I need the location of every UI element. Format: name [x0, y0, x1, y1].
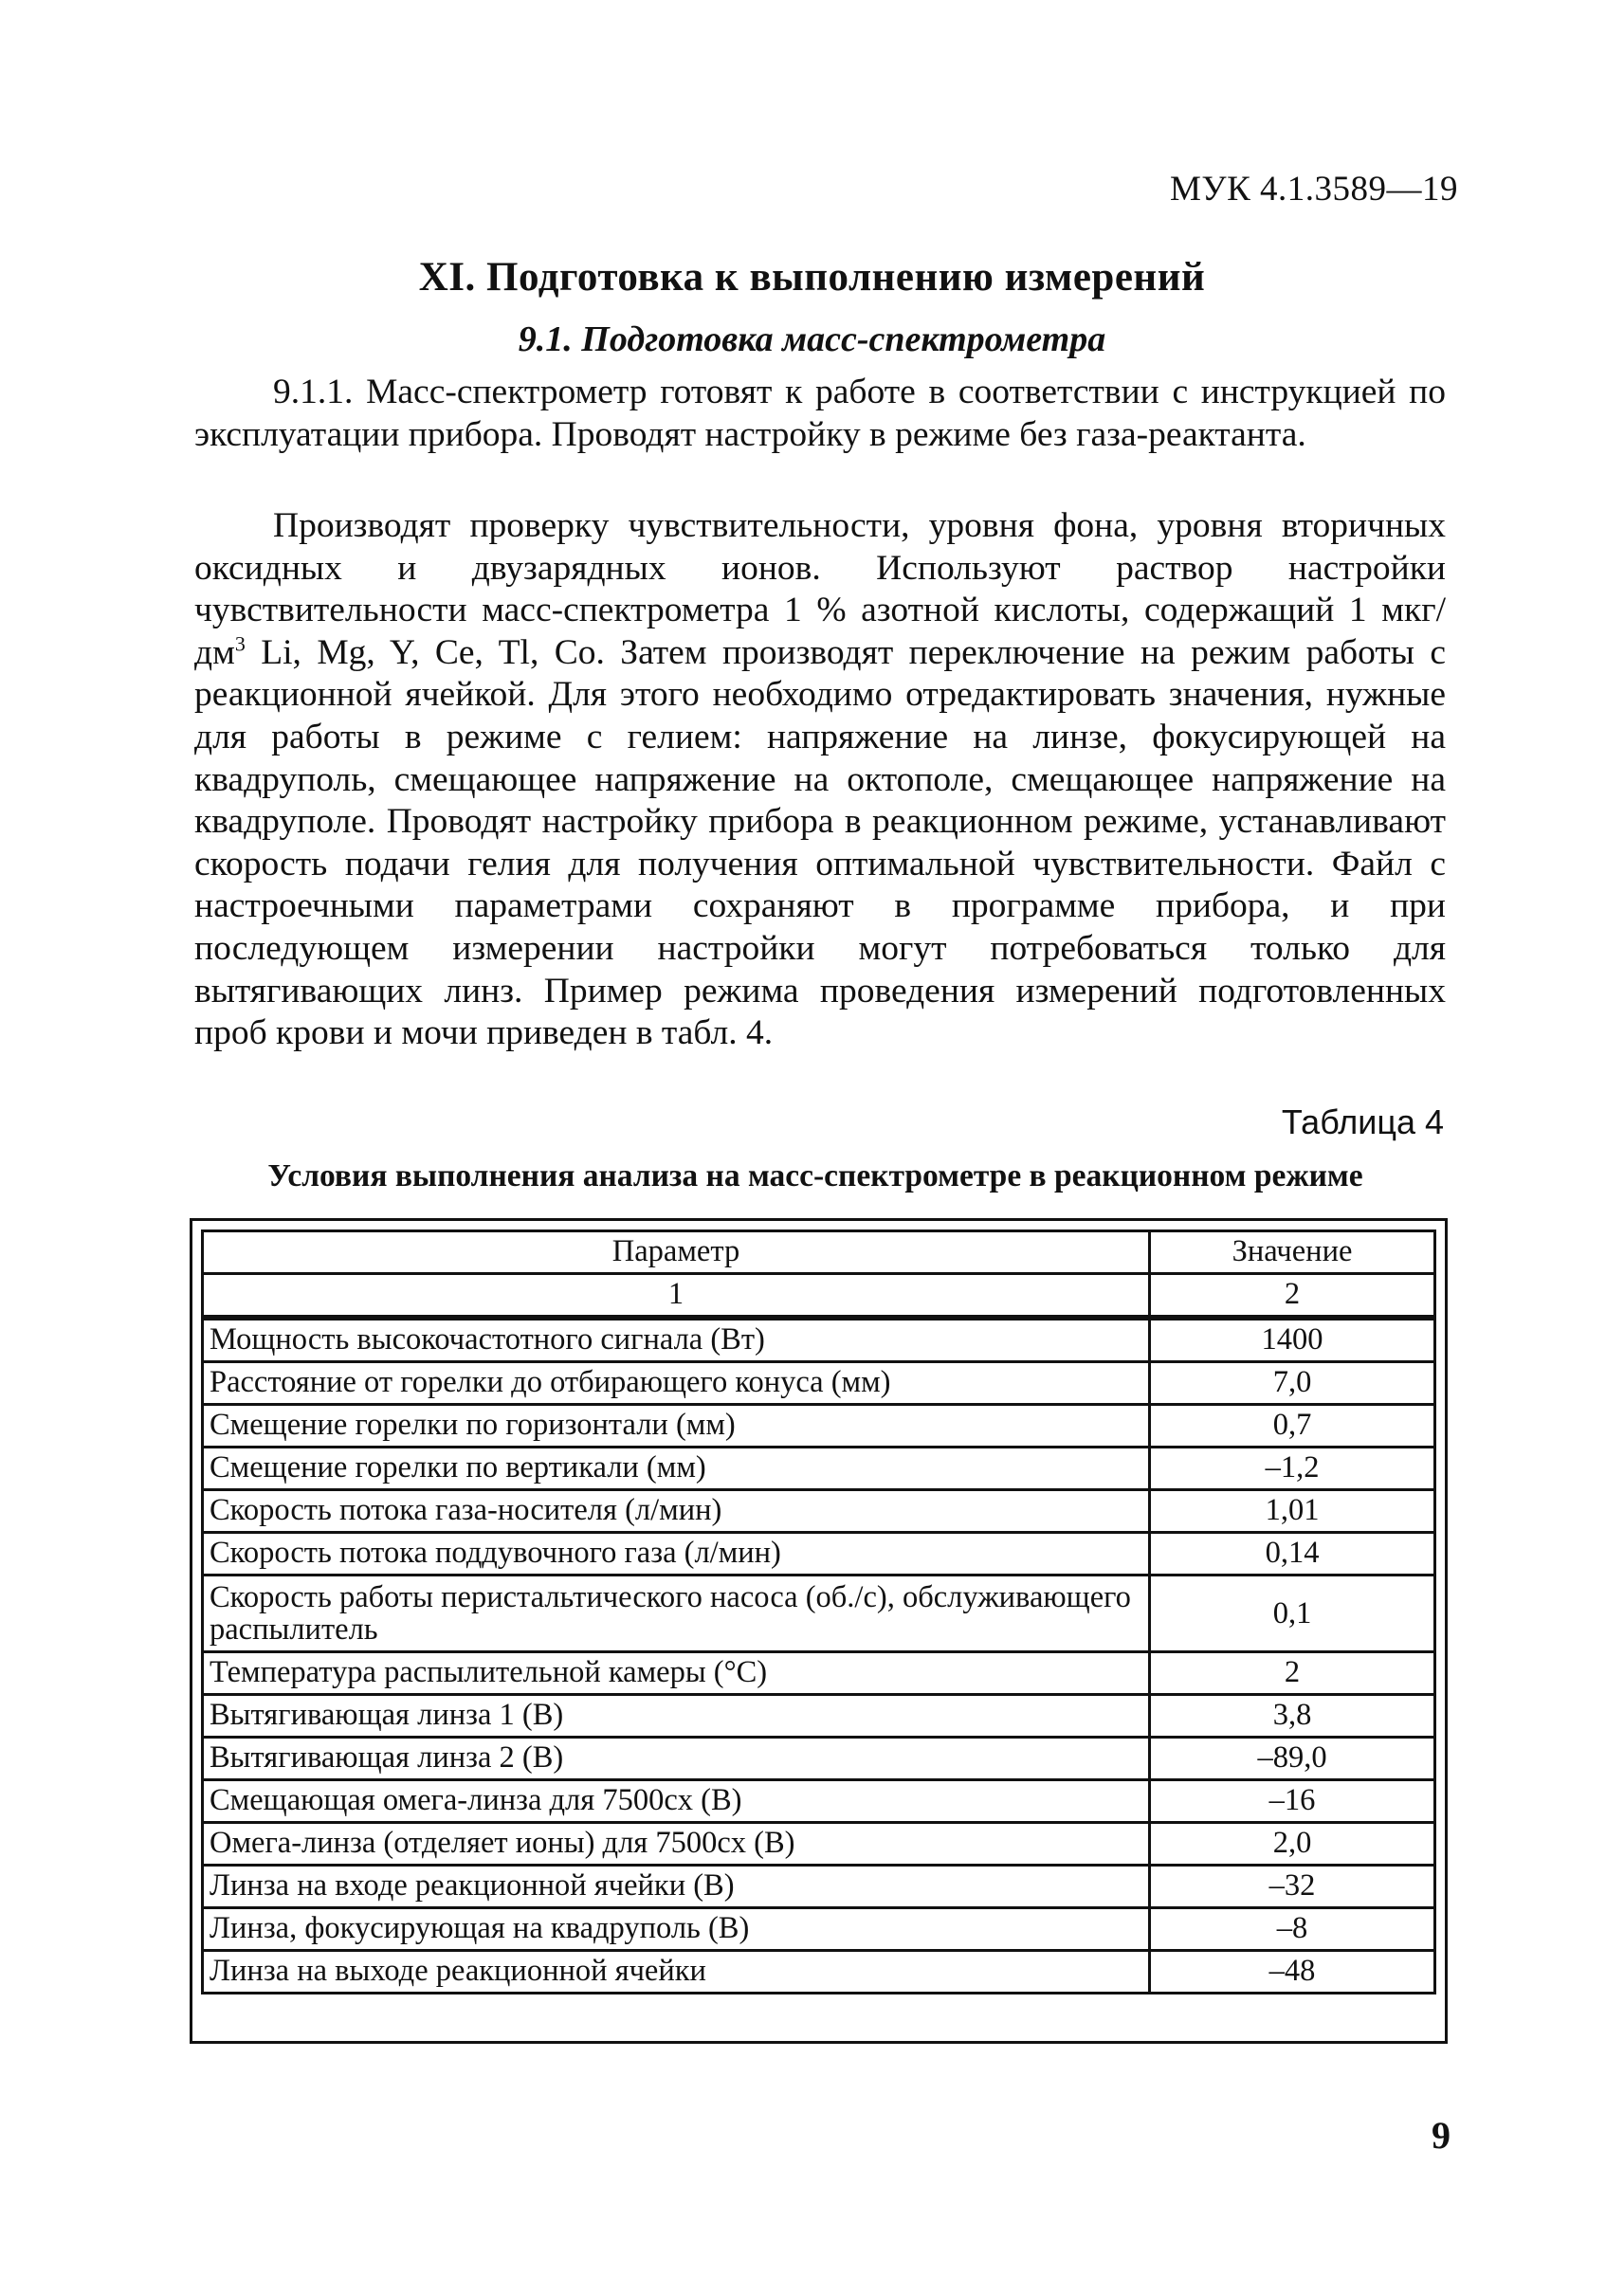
value-cell: 1400: [1150, 1318, 1435, 1362]
paragraph-2: [194, 505, 1446, 1055]
parameter-cell: Скорость потока поддувочного газа (л/мин): [203, 1533, 1150, 1576]
paragraph-2-part-b: Li, Mg, Y, Ce, Tl, Co. Затем производят переключение на режим работы с реакционной ячейкой. Для этого необходимо отредактировать значения, нужные для работы в режиме с гелием: напряжение на линзе, фокусирующей на квадруполь, смещающее напряжение на октополе, смещающее напряжение на квадруполе. Проводят настройку прибора в реакционном режиме, устанавливают скорость подачи гелия для получения оптимальной чувствительности. Файл с настроечными параметрами сохраняют в программе прибора, и при последующем измерении настройки могут потребоваться только для вытягивающих линз. Пример режима проведения измерений подготовленных проб крови и мочи приведен в табл. 4.: [194, 632, 1446, 1053]
page-header-doc-code: МУК 4.1.3589—19: [1169, 170, 1458, 209]
table-row: [203, 1738, 1435, 1780]
parameter-cell: Вытягивающая линза 1 (В): [203, 1695, 1150, 1738]
parameter-cell: Линза, фокусирующая на квадруполь (В): [203, 1908, 1150, 1951]
table-row: [203, 1405, 1435, 1448]
parameter-cell: Скорость работы перистальтического насоса (об./с), обслуживающего распылитель: [203, 1576, 1150, 1652]
table-row: [203, 1908, 1435, 1951]
value-cell: 0,7: [1150, 1405, 1435, 1448]
table-row: [203, 1533, 1435, 1576]
parameter-cell: Вытягивающая линза 2 (В): [203, 1738, 1150, 1780]
value-cell: 7,0: [1150, 1362, 1435, 1405]
table-row: [203, 1951, 1435, 1994]
value-cell: –8: [1150, 1908, 1435, 1951]
table-row: [203, 1576, 1435, 1652]
value-cell: 2: [1150, 1652, 1435, 1695]
value-cell: 2,0: [1150, 1823, 1435, 1866]
value-cell: 3,8: [1150, 1695, 1435, 1738]
value-cell: –89,0: [1150, 1738, 1435, 1780]
table-row: [203, 1695, 1435, 1738]
table-row: [203, 1866, 1435, 1908]
paragraph-2-text: [194, 505, 1446, 1055]
header-parameter: Параметр: [203, 1231, 1150, 1274]
parameters-table: [201, 1229, 1436, 1994]
page-number: 9: [1432, 2114, 1451, 2157]
table-header-row: [203, 1231, 1435, 1274]
parameter-cell: Смещение горелки по вертикали (мм): [203, 1448, 1150, 1490]
section-title: XI. Подготовка к выполнению измерений: [418, 255, 1206, 300]
parameter-cell: Скорость потока газа-носителя (л/мин): [203, 1490, 1150, 1533]
table-row: [203, 1823, 1435, 1866]
parameter-cell: Линза на выходе реакционной ячейки: [203, 1951, 1150, 1994]
column-number-1: 1: [203, 1274, 1150, 1319]
parameter-cell: Расстояние от горелки до отбирающего конуса (мм): [203, 1362, 1150, 1405]
table-row: [203, 1652, 1435, 1695]
parameter-cell: Смещение горелки по горизонтали (мм): [203, 1405, 1150, 1448]
table-caption: Условия выполнения анализа на масс-спектрометре в реакционном режиме: [267, 1158, 1363, 1193]
value-cell: –16: [1150, 1780, 1435, 1823]
table-number: Таблица 4: [1281, 1102, 1444, 1141]
table-column-numbers-row: [203, 1274, 1435, 1319]
column-number-2: 2: [1150, 1274, 1435, 1319]
table-row: [203, 1780, 1435, 1823]
value-cell: 0,14: [1150, 1533, 1435, 1576]
paragraph-1-text: 9.1.1. Масс-спектрометр готовят к работе в соответствии с инструкцией по эксплуатации прибора. Проводят настройку в режиме без газа-реактанта.: [194, 373, 1446, 454]
value-cell: 0,1: [1150, 1576, 1435, 1652]
subsection-title: 9.1. Подготовка масс-спектрометра: [518, 319, 1106, 359]
table-row: [203, 1362, 1435, 1405]
parameter-cell: Температура распылительной камеры (°C): [203, 1652, 1150, 1695]
parameter-cell: Мощность высокочастотного сигнала (Вт): [203, 1318, 1150, 1362]
table-row: [203, 1448, 1435, 1490]
parameter-cell: Смещающая омега-линза для 7500cx (В): [203, 1780, 1150, 1823]
header-value: Значение: [1150, 1231, 1435, 1274]
parameter-cell: Линза на входе реакционной ячейки (В): [203, 1866, 1150, 1908]
value-cell: –48: [1150, 1951, 1435, 1994]
parameters-table-frame: [190, 1218, 1448, 2044]
unit-superscript: 3: [234, 631, 246, 656]
value-cell: 1,01: [1150, 1490, 1435, 1533]
value-cell: –32: [1150, 1866, 1435, 1908]
parameters-table-body: [203, 1231, 1435, 1994]
parameter-cell: Омега-линза (отделяет ионы) для 7500cx (В): [203, 1823, 1150, 1866]
value-cell: –1,2: [1150, 1448, 1435, 1490]
paragraph-1: [194, 372, 1446, 456]
paragraph-2-part-a: Производят проверку чувствительности, уровня фона, уровня вторичных оксидных и двузарядных ионов. Используют раствор настройки чувствительности масс-спектрометра 1 % азотной кислоты, содержащий 1 мкг/дм: [194, 506, 1446, 672]
table-row: [203, 1490, 1435, 1533]
table-row: [203, 1318, 1435, 1362]
